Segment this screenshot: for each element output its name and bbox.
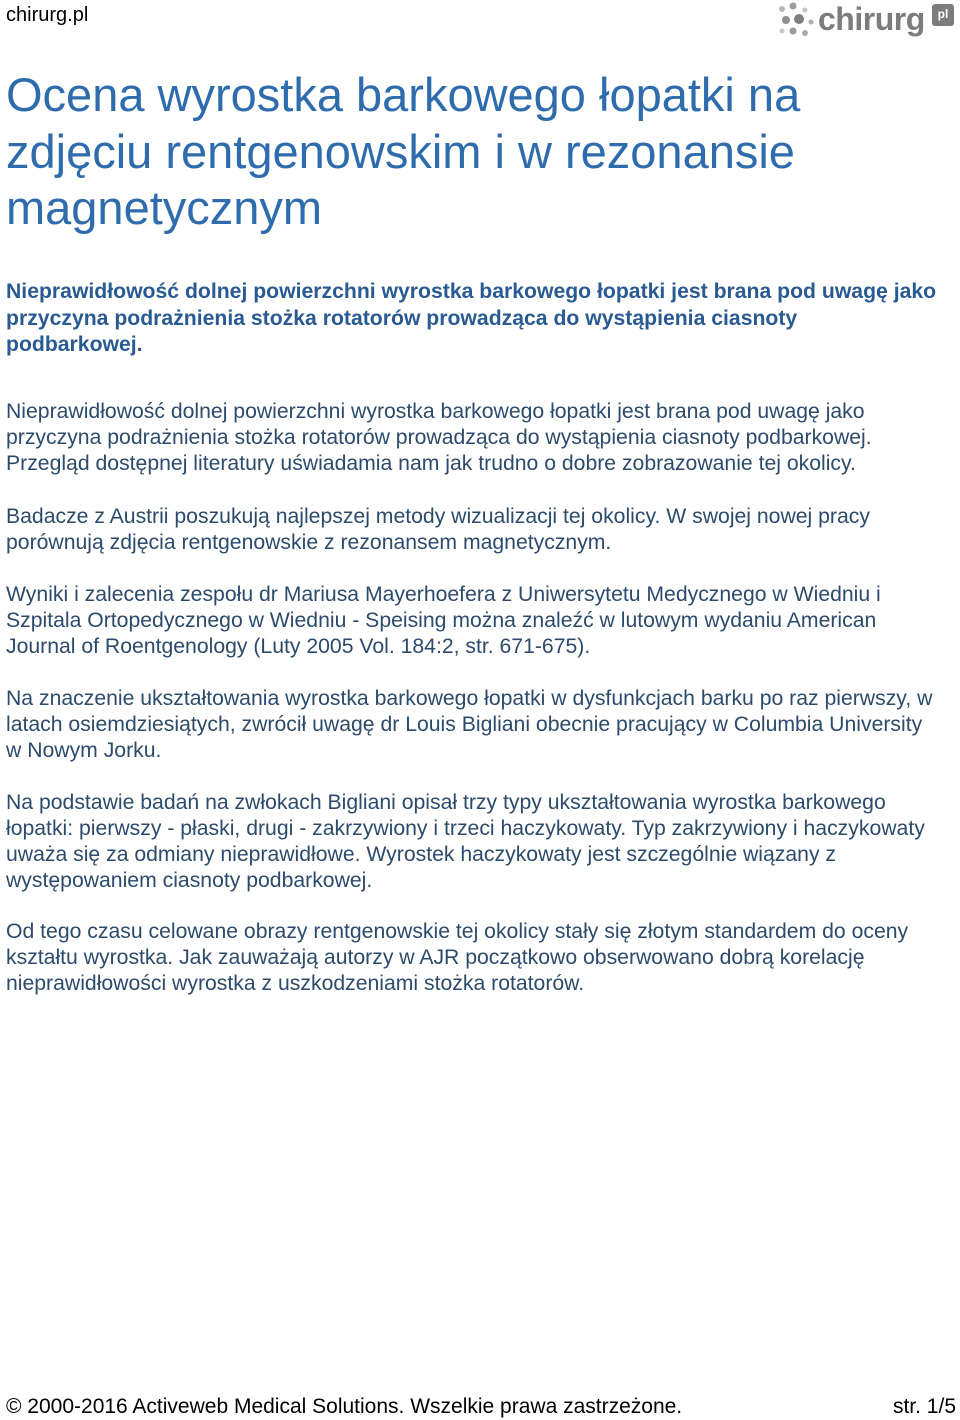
paragraph: [6, 582, 881, 660]
logo-mark: [776, 1, 816, 41]
logo-wordmark: chirurg: [818, 1, 925, 37]
lead-line: Nieprawidłowość dolnej powierzchni wyrostka barkowego łopatki jest brana pod uwagę jako: [6, 280, 937, 303]
paragraph: [6, 504, 870, 556]
logo-dot: [790, 28, 797, 35]
paragraph-line: uważa się za odmiany nieprawidłowe. Wyrostek haczykowaty jest szczególnie wiązany z: [6, 843, 837, 866]
logo-dot: [790, 3, 797, 10]
paragraph-line: Od tego czasu celowane obrazy rentgenowskie tej okolicy stały się złotym standardem do oceny: [6, 920, 909, 943]
article-title: [6, 67, 800, 237]
paragraph-line: Wyniki i zalecenia zespołu dr Mariusa Mayerhoefera z Uniwersytetu Medycznego w Wiedniu i: [6, 583, 881, 606]
paragraph-line: Szpitala Ortopedycznego w Wiedniu - Speising można znaleźć w lutowym wydaniu American: [6, 609, 877, 632]
logo-dot: [803, 8, 808, 13]
paragraph-line: latach osiemdziesiątych, zwrócił uwagę dr Louis Bigliani obecnie pracujący w Columbia University: [6, 713, 923, 736]
paragraph: [6, 399, 872, 477]
paragraph-line: kształtu wyrostka. Jak zauważają autorzy w AJR początkowo obserwowano dobrą korelację: [6, 946, 865, 969]
paragraph: [6, 686, 932, 764]
paragraph-line: w Nowym Jorku.: [6, 739, 162, 762]
lead-line: podbarkowej.: [6, 333, 143, 356]
paragraph-line: Na podstawie badań na zwłokach Bigliani opisał trzy typy ukształtowania wyrostka barkowego: [6, 791, 886, 814]
site-name: chirurg.pl: [6, 4, 89, 26]
logo-dot: [802, 30, 808, 36]
lead-paragraph: [6, 279, 936, 359]
paragraph-line: przyczyna podrażnienia stożka rotatorów prowadząca do wystąpienia ciasnoty podbarkowej.: [6, 426, 872, 449]
logo-dot: [780, 29, 785, 34]
lead-line: przyczyna podrażnienia stożka rotatorów prowadząca do wystąpienia ciasnoty: [6, 306, 798, 330]
paragraph-line: Nieprawidłowość dolnej powierzchni wyrostka barkowego łopatki jest brana pod uwagę jako: [6, 400, 865, 423]
paragraph-line: łopatki: pierwszy - płaski, drugi - zakrzywiony i trzeci haczykowaty. Typ zakrzywiony i haczykowaty: [6, 817, 925, 840]
footer-copyright: © 2000-2016 Activeweb Medical Solutions. Wszelkie prawa zastrzeżone.: [6, 1395, 683, 1418]
paragraph-line: Przegląd dostępnej literatury uświadamia nam jak trudno o dobre zobrazowanie tej okolicy.: [6, 452, 856, 475]
paragraph-line: nieprawidłowości wyrostka z uszkodzeniami stożka rotatorów.: [6, 972, 585, 995]
logo-dot: [779, 6, 785, 12]
paragraph-line: Journal of Roentgenology (Luty 2005 Vol. 184:2, str. 671-675).: [6, 635, 591, 658]
paragraph: [6, 919, 908, 997]
logo-dot: [794, 14, 804, 24]
logo-badge: pl: [932, 4, 954, 26]
paragraph-line: Badacze z Austrii poszukują najlepszej metody wizualizacji tej okolicy. W swojej nowej pracy: [6, 505, 870, 528]
chirurg-logo: [776, 0, 958, 42]
page-number: str. 1/5: [892, 1395, 956, 1418]
title-line: Ocena wyrostka barkowego łopatki na: [6, 68, 801, 121]
logo-dot: [809, 20, 814, 25]
paragraph-line: porównują zdjęcia rentgenowskie z rezonansem magnetycznym.: [6, 531, 612, 554]
paragraph-line: występowaniem ciasnoty podbarkowej.: [6, 869, 373, 892]
paragraph-line: Na znaczenie ukształtowania wyrostka barkowego łopatki w dysfunkcjach barku po raz pierwszy, w: [6, 687, 933, 710]
paragraph: [6, 790, 925, 894]
title-line: zdjęciu rentgenowskim i w rezonansie: [6, 124, 795, 178]
title-line: magnetycznym: [6, 181, 323, 234]
logo-dot: [782, 16, 790, 24]
